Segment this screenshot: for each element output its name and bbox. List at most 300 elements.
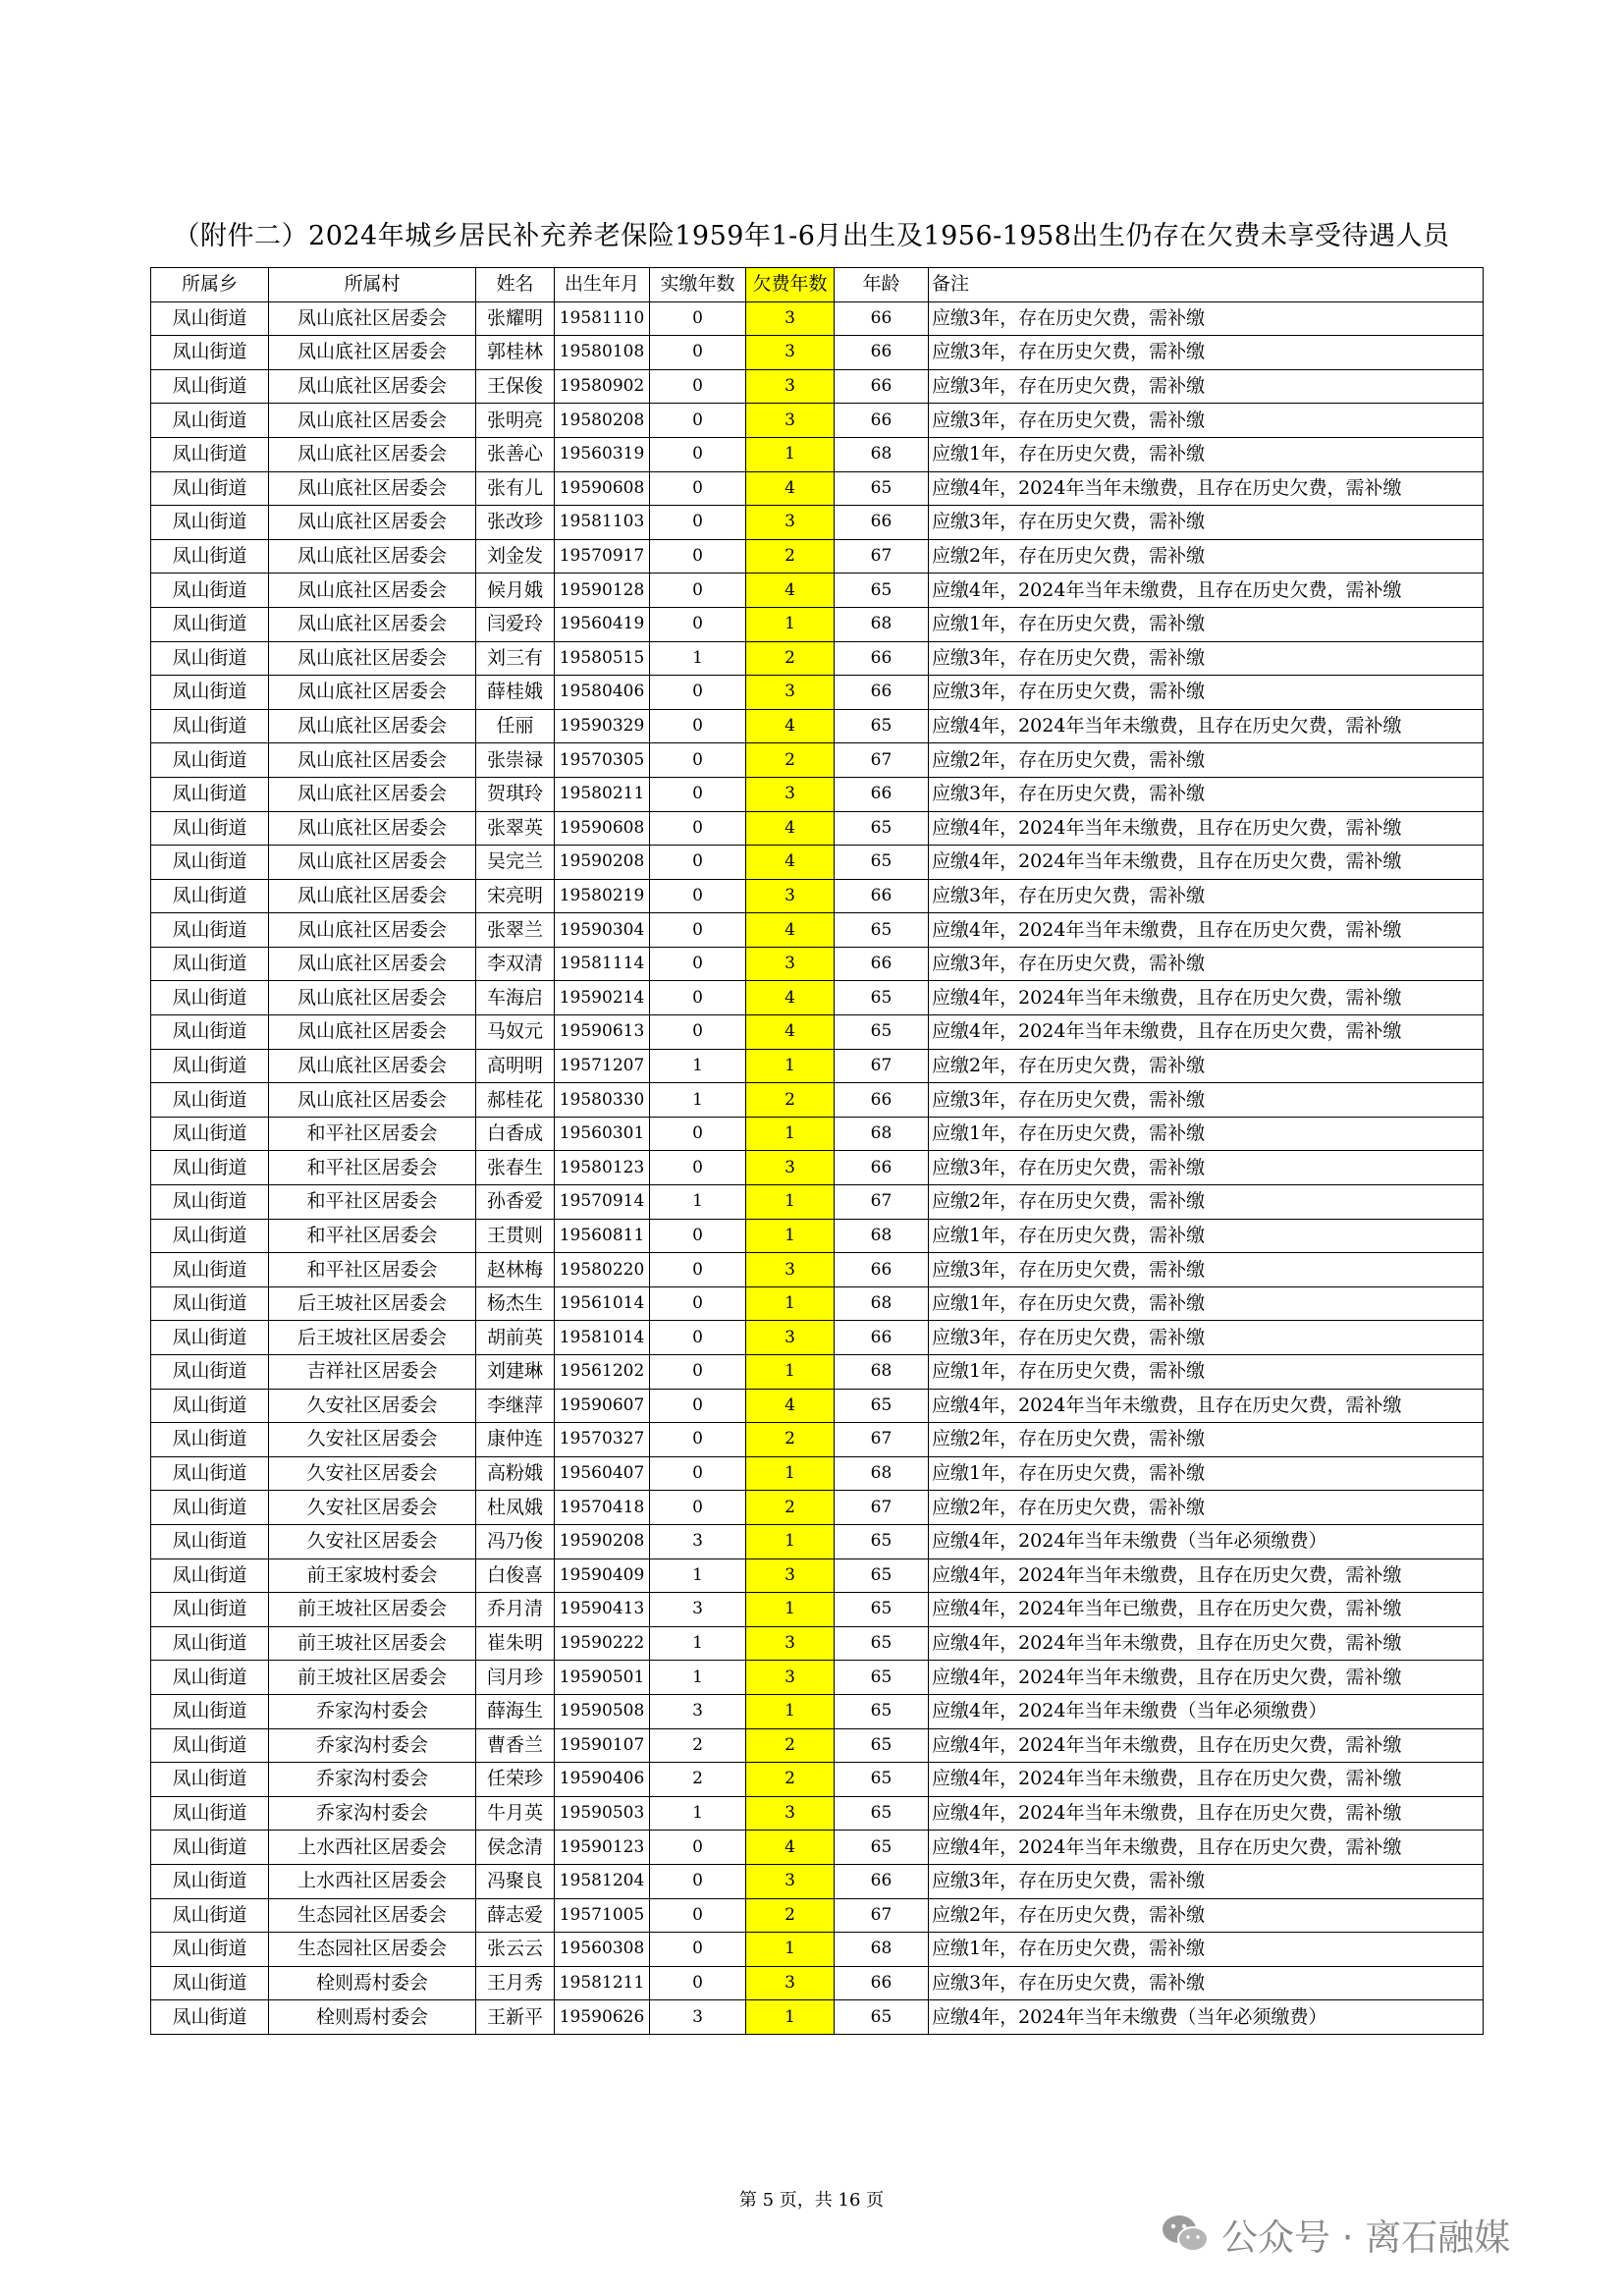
arrears-years-cell: 2 [746,1083,835,1118]
arrears-years-cell: 3 [746,1966,835,2000]
township-cell: 凤山街道 [151,574,269,608]
birth-cell: 19590626 [555,2000,650,2035]
paid-years-cell: 1 [650,1626,746,1661]
arrears-years-cell: 1 [746,1524,835,1558]
birth-cell: 19590508 [555,1694,650,1728]
township-cell: 凤山街道 [151,1286,269,1321]
table-row [151,437,1484,471]
remark-cell: 应缴3年，存在历史欠费，需补缴 [929,777,1484,811]
arrears-years-cell: 4 [746,981,835,1015]
paid-years-cell: 1 [650,641,746,676]
paid-years-cell: 0 [650,1219,746,1253]
paid-years-cell: 0 [650,437,746,471]
age-cell: 66 [835,404,929,438]
name-cell: 李双清 [476,947,555,981]
birth-cell: 19561202 [555,1355,650,1390]
name-cell: 刘金发 [476,539,555,574]
township-cell: 凤山街道 [151,1626,269,1661]
birth-cell: 19590329 [555,709,650,743]
village-cell: 栓则焉村委会 [269,2000,476,2035]
arrears-years-cell: 1 [746,1694,835,1728]
township-cell: 凤山街道 [151,2000,269,2035]
header-township: 所属乡 [151,268,269,302]
birth-cell: 19570418 [555,1491,650,1525]
name-cell: 白俊喜 [476,1558,555,1593]
township-cell: 凤山街道 [151,369,269,404]
remark-cell: 应缴4年，2024年当年未缴费，且存在历史欠费，需补缴 [929,1763,1484,1797]
name-cell: 薛桂娥 [476,676,555,710]
arrears-years-cell: 3 [746,369,835,404]
remark-cell: 应缴3年，存在历史欠费，需补缴 [929,1864,1484,1898]
remark-cell: 应缴4年，2024年当年未缴费，且存在历史欠费，需补缴 [929,1626,1484,1661]
age-cell: 65 [835,1728,929,1763]
name-cell: 闫爱玲 [476,607,555,641]
name-cell: 张崇禄 [476,743,555,778]
data-table [150,267,1484,2035]
paid-years-cell: 2 [650,1728,746,1763]
age-cell: 65 [835,1831,929,1865]
paid-years-cell: 0 [650,1933,746,1967]
age-cell: 66 [835,1966,929,2000]
remark-cell: 应缴3年，存在历史欠费，需补缴 [929,336,1484,370]
arrears-years-cell: 3 [746,1558,835,1593]
name-cell: 薛海生 [476,1694,555,1728]
name-cell: 王月秀 [476,1966,555,2000]
age-cell: 65 [835,1694,929,1728]
arrears-years-cell: 3 [746,676,835,710]
arrears-years-cell: 1 [746,1185,835,1220]
table-row [151,1933,1484,1967]
village-cell: 凤山底社区居委会 [269,539,476,574]
paid-years-cell: 3 [650,2000,746,2035]
age-cell: 68 [835,437,929,471]
township-cell: 凤山街道 [151,1524,269,1558]
township-cell: 凤山街道 [151,506,269,540]
table-row [151,404,1484,438]
paid-years-cell: 0 [650,1321,746,1355]
remark-cell: 应缴1年，存在历史欠费，需补缴 [929,1219,1484,1253]
township-cell: 凤山街道 [151,981,269,1015]
age-cell: 68 [835,1355,929,1390]
paid-years-cell: 0 [650,1864,746,1898]
arrears-years-cell: 3 [746,1661,835,1695]
arrears-years-cell: 1 [746,1049,835,1083]
remark-cell: 应缴4年，2024年当年未缴费，且存在历史欠费，需补缴 [929,846,1484,880]
remark-cell: 应缴3年，存在历史欠费，需补缴 [929,301,1484,336]
page-footer: 第 5 页，共 16 页 [738,2190,885,2211]
arrears-years-cell: 2 [746,539,835,574]
birth-cell: 19590304 [555,913,650,948]
village-cell: 凤山底社区居委会 [269,777,476,811]
table-row [151,1219,1484,1253]
name-cell: 张云云 [476,1933,555,1967]
arrears-years-cell: 4 [746,1831,835,1865]
age-cell: 66 [835,1253,929,1287]
age-cell: 68 [835,1933,929,1967]
paid-years-cell: 1 [650,1083,746,1118]
birth-cell: 19581114 [555,947,650,981]
paid-years-cell: 0 [650,709,746,743]
township-cell: 凤山街道 [151,1933,269,1967]
arrears-years-cell: 1 [746,1286,835,1321]
village-cell: 久安社区居委会 [269,1389,476,1423]
township-cell: 凤山街道 [151,404,269,438]
birth-cell: 19580330 [555,1083,650,1118]
age-cell: 68 [835,1219,929,1253]
table-row [151,1423,1484,1457]
table-row [151,1694,1484,1728]
birth-cell: 19590208 [555,846,650,880]
township-cell: 凤山街道 [151,641,269,676]
village-cell: 和平社区居委会 [269,1253,476,1287]
arrears-years-cell: 3 [746,1253,835,1287]
age-cell: 66 [835,777,929,811]
paid-years-cell: 0 [650,879,746,913]
paid-years-cell: 0 [650,404,746,438]
birth-cell: 19580406 [555,676,650,710]
arrears-years-cell: 1 [746,1933,835,1967]
name-cell: 候月娥 [476,574,555,608]
township-cell: 凤山街道 [151,846,269,880]
age-cell: 66 [835,1864,929,1898]
age-cell: 66 [835,369,929,404]
remark-cell: 应缴1年，存在历史欠费，需补缴 [929,1286,1484,1321]
table-row [151,1524,1484,1558]
name-cell: 杜凤娥 [476,1491,555,1525]
table-body [151,301,1484,2034]
village-cell: 凤山底社区居委会 [269,811,476,846]
name-cell: 张春生 [476,1151,555,1185]
arrears-years-cell: 1 [746,1219,835,1253]
name-cell: 张善心 [476,437,555,471]
remark-cell: 应缴1年，存在历史欠费，需补缴 [929,1933,1484,1967]
age-cell: 66 [835,947,929,981]
remark-cell: 应缴3年，存在历史欠费，需补缴 [929,1966,1484,2000]
name-cell: 郝桂花 [476,1083,555,1118]
table-row [151,1151,1484,1185]
name-cell: 高粉娥 [476,1456,555,1491]
village-cell: 凤山底社区居委会 [269,947,476,981]
age-cell: 65 [835,1558,929,1593]
name-cell: 杨杰生 [476,1286,555,1321]
paid-years-cell: 0 [650,1491,746,1525]
age-cell: 65 [835,2000,929,2035]
birth-cell: 19580220 [555,1253,650,1287]
village-cell: 前王坡社区居委会 [269,1661,476,1695]
village-cell: 前王坡社区居委会 [269,1593,476,1627]
township-cell: 凤山街道 [151,1151,269,1185]
birth-cell: 19560319 [555,437,650,471]
age-cell: 67 [835,1898,929,1933]
header-remark: 备注 [929,268,1484,302]
name-cell: 郭桂林 [476,336,555,370]
township-cell: 凤山街道 [151,1185,269,1220]
birth-cell: 19570914 [555,1185,650,1220]
township-cell: 凤山街道 [151,1763,269,1797]
paid-years-cell: 0 [650,1423,746,1457]
arrears-years-cell: 2 [746,743,835,778]
paid-years-cell: 0 [650,1389,746,1423]
birth-cell: 19590607 [555,1389,650,1423]
name-cell: 刘建琳 [476,1355,555,1390]
paid-years-cell: 1 [650,1558,746,1593]
village-cell: 生态园社区居委会 [269,1898,476,1933]
name-cell: 马奴元 [476,1015,555,1050]
birth-cell: 19571207 [555,1049,650,1083]
table-row [151,641,1484,676]
remark-cell: 应缴4年，2024年当年未缴费，且存在历史欠费，需补缴 [929,1389,1484,1423]
table-row [151,574,1484,608]
age-cell: 65 [835,1626,929,1661]
village-cell: 凤山底社区居委会 [269,1049,476,1083]
village-cell: 凤山底社区居委会 [269,743,476,778]
name-cell: 张有儿 [476,471,555,506]
paid-years-cell: 3 [650,1524,746,1558]
table-row [151,1253,1484,1287]
wechat-icon [1161,2213,1210,2256]
age-cell: 66 [835,1321,929,1355]
remark-cell: 应缴4年，2024年当年未缴费，且存在历史欠费，需补缴 [929,1015,1484,1050]
arrears-years-cell: 3 [746,506,835,540]
birth-cell: 19590503 [555,1796,650,1831]
paid-years-cell: 0 [650,607,746,641]
age-cell: 66 [835,506,929,540]
village-cell: 凤山底社区居委会 [269,879,476,913]
table-row [151,743,1484,778]
remark-cell: 应缴4年，2024年当年未缴费（当年必须缴费） [929,2000,1484,2035]
header-birth: 出生年月 [555,268,650,302]
age-cell: 65 [835,913,929,948]
township-cell: 凤山街道 [151,1831,269,1865]
table-row [151,1966,1484,2000]
arrears-years-cell: 3 [746,336,835,370]
table-row [151,1491,1484,1525]
township-cell: 凤山街道 [151,1219,269,1253]
remark-cell: 应缴3年，存在历史欠费，需补缴 [929,369,1484,404]
birth-cell: 19560308 [555,1933,650,1967]
remark-cell: 应缴4年，2024年当年未缴费，且存在历史欠费，需补缴 [929,1831,1484,1865]
name-cell: 牛月英 [476,1796,555,1831]
arrears-years-cell: 1 [746,1355,835,1390]
name-cell: 宋亮明 [476,879,555,913]
table-row [151,1389,1484,1423]
paid-years-cell: 0 [650,777,746,811]
name-cell: 任丽 [476,709,555,743]
birth-cell: 19570327 [555,1423,650,1457]
arrears-years-cell: 3 [746,1796,835,1831]
remark-cell: 应缴4年，2024年当年未缴费，且存在历史欠费，需补缴 [929,1728,1484,1763]
paid-years-cell: 0 [650,1015,746,1050]
paid-years-cell: 1 [650,1661,746,1695]
remark-cell: 应缴2年，存在历史欠费，需补缴 [929,1491,1484,1525]
remark-cell: 应缴4年，2024年当年未缴费，且存在历史欠费，需补缴 [929,913,1484,948]
name-cell: 高明明 [476,1049,555,1083]
table-row [151,1321,1484,1355]
name-cell: 赵林梅 [476,1253,555,1287]
table-row [151,1831,1484,1865]
township-cell: 凤山街道 [151,1355,269,1390]
paid-years-cell: 0 [650,1253,746,1287]
paid-years-cell: 1 [650,1049,746,1083]
name-cell: 任荣珍 [476,1763,555,1797]
birth-cell: 19580219 [555,879,650,913]
age-cell: 68 [835,1456,929,1491]
birth-cell: 19560407 [555,1456,650,1491]
arrears-years-cell: 3 [746,1321,835,1355]
paid-years-cell: 0 [650,1151,746,1185]
paid-years-cell: 1 [650,1796,746,1831]
township-cell: 凤山街道 [151,1389,269,1423]
paid-years-cell: 0 [650,1898,746,1933]
table-row [151,676,1484,710]
village-cell: 栓则焉村委会 [269,1966,476,2000]
paid-years-cell: 0 [650,913,746,948]
township-cell: 凤山街道 [151,437,269,471]
arrears-years-cell: 3 [746,404,835,438]
birth-cell: 19561014 [555,1286,650,1321]
township-cell: 凤山街道 [151,1015,269,1050]
birth-cell: 19580211 [555,777,650,811]
village-cell: 和平社区居委会 [269,1219,476,1253]
table-row [151,1661,1484,1695]
remark-cell: 应缴3年，存在历史欠费，需补缴 [929,404,1484,438]
village-cell: 上水西社区居委会 [269,1864,476,1898]
age-cell: 66 [835,1083,929,1118]
paid-years-cell: 3 [650,1593,746,1627]
township-cell: 凤山街道 [151,1796,269,1831]
birth-cell: 19560811 [555,1219,650,1253]
paid-years-cell: 0 [650,506,746,540]
birth-cell: 19580515 [555,641,650,676]
age-cell: 65 [835,1763,929,1797]
table-row [151,336,1484,370]
name-cell: 李继萍 [476,1389,555,1423]
remark-cell: 应缴2年，存在历史欠费，需补缴 [929,1423,1484,1457]
table-row [151,471,1484,506]
age-cell: 68 [835,1286,929,1321]
remark-cell: 应缴2年，存在历史欠费，需补缴 [929,1185,1484,1220]
table-row [151,846,1484,880]
village-cell: 上水西社区居委会 [269,1831,476,1865]
table-row [151,709,1484,743]
arrears-years-cell: 4 [746,1015,835,1050]
township-cell: 凤山街道 [151,676,269,710]
birth-cell: 19570917 [555,539,650,574]
age-cell: 66 [835,1151,929,1185]
birth-cell: 19571005 [555,1898,650,1933]
watermark-text: 公众号 · 离石融媒 [1221,2216,1511,2259]
name-cell: 贺琪玲 [476,777,555,811]
remark-cell: 应缴3年，存在历史欠费，需补缴 [929,641,1484,676]
table-row [151,947,1484,981]
name-cell: 张翠兰 [476,913,555,948]
remark-cell: 应缴4年，2024年当年未缴费，且存在历史欠费，需补缴 [929,1661,1484,1695]
table-row [151,539,1484,574]
table-row [151,1286,1484,1321]
village-cell: 凤山底社区居委会 [269,1015,476,1050]
arrears-years-cell: 3 [746,777,835,811]
birth-cell: 19590107 [555,1728,650,1763]
table-row [151,506,1484,540]
arrears-years-cell: 2 [746,1898,835,1933]
paid-years-cell: 0 [650,811,746,846]
age-cell: 66 [835,676,929,710]
arrears-years-cell: 2 [746,1728,835,1763]
remark-cell: 应缴1年，存在历史欠费，需补缴 [929,607,1484,641]
table-row [151,913,1484,948]
table-row [151,1796,1484,1831]
township-cell: 凤山街道 [151,1491,269,1525]
village-cell: 凤山底社区居委会 [269,437,476,471]
header-row [151,268,1484,302]
township-cell: 凤山街道 [151,1558,269,1593]
age-cell: 66 [835,641,929,676]
table-row [151,607,1484,641]
name-cell: 侯念清 [476,1831,555,1865]
table-row [151,1626,1484,1661]
paid-years-cell: 3 [650,1694,746,1728]
age-cell: 65 [835,981,929,1015]
name-cell: 吴完兰 [476,846,555,880]
table-row [151,1898,1484,1933]
name-cell: 张改珍 [476,506,555,540]
village-cell: 凤山底社区居委会 [269,506,476,540]
village-cell: 凤山底社区居委会 [269,641,476,676]
name-cell: 王新平 [476,2000,555,2035]
birth-cell: 19581204 [555,1864,650,1898]
birth-cell: 19560419 [555,607,650,641]
township-cell: 凤山街道 [151,947,269,981]
township-cell: 凤山街道 [151,811,269,846]
paid-years-cell: 0 [650,676,746,710]
arrears-years-cell: 3 [746,1626,835,1661]
table-row [151,811,1484,846]
birth-cell: 19581110 [555,301,650,336]
arrears-years-cell: 4 [746,811,835,846]
birth-cell: 19590123 [555,1831,650,1865]
village-cell: 凤山底社区居委会 [269,607,476,641]
remark-cell: 应缴3年，存在历史欠费，需补缴 [929,506,1484,540]
township-cell: 凤山街道 [151,1898,269,1933]
township-cell: 凤山街道 [151,709,269,743]
arrears-years-cell: 1 [746,2000,835,2035]
arrears-years-cell: 4 [746,1389,835,1423]
village-cell: 久安社区居委会 [269,1423,476,1457]
birth-cell: 19581103 [555,506,650,540]
table-row [151,2000,1484,2035]
name-cell: 冯聚良 [476,1864,555,1898]
arrears-years-cell: 3 [746,1151,835,1185]
arrears-years-cell: 4 [746,913,835,948]
name-cell: 孙香爱 [476,1185,555,1220]
name-cell: 冯乃俊 [476,1524,555,1558]
arrears-years-cell: 1 [746,1456,835,1491]
age-cell: 65 [835,1661,929,1695]
remark-cell: 应缴3年，存在历史欠费，需补缴 [929,1321,1484,1355]
name-cell: 刘三有 [476,641,555,676]
township-cell: 凤山街道 [151,1864,269,1898]
village-cell: 和平社区居委会 [269,1185,476,1220]
township-cell: 凤山街道 [151,539,269,574]
remark-cell: 应缴4年，2024年当年未缴费，且存在历史欠费，需补缴 [929,574,1484,608]
village-cell: 凤山底社区居委会 [269,301,476,336]
table-row [151,1558,1484,1593]
age-cell: 67 [835,1423,929,1457]
arrears-years-cell: 1 [746,437,835,471]
birth-cell: 19590208 [555,1524,650,1558]
village-cell: 前王家坡村委会 [269,1558,476,1593]
paid-years-cell: 2 [650,1763,746,1797]
